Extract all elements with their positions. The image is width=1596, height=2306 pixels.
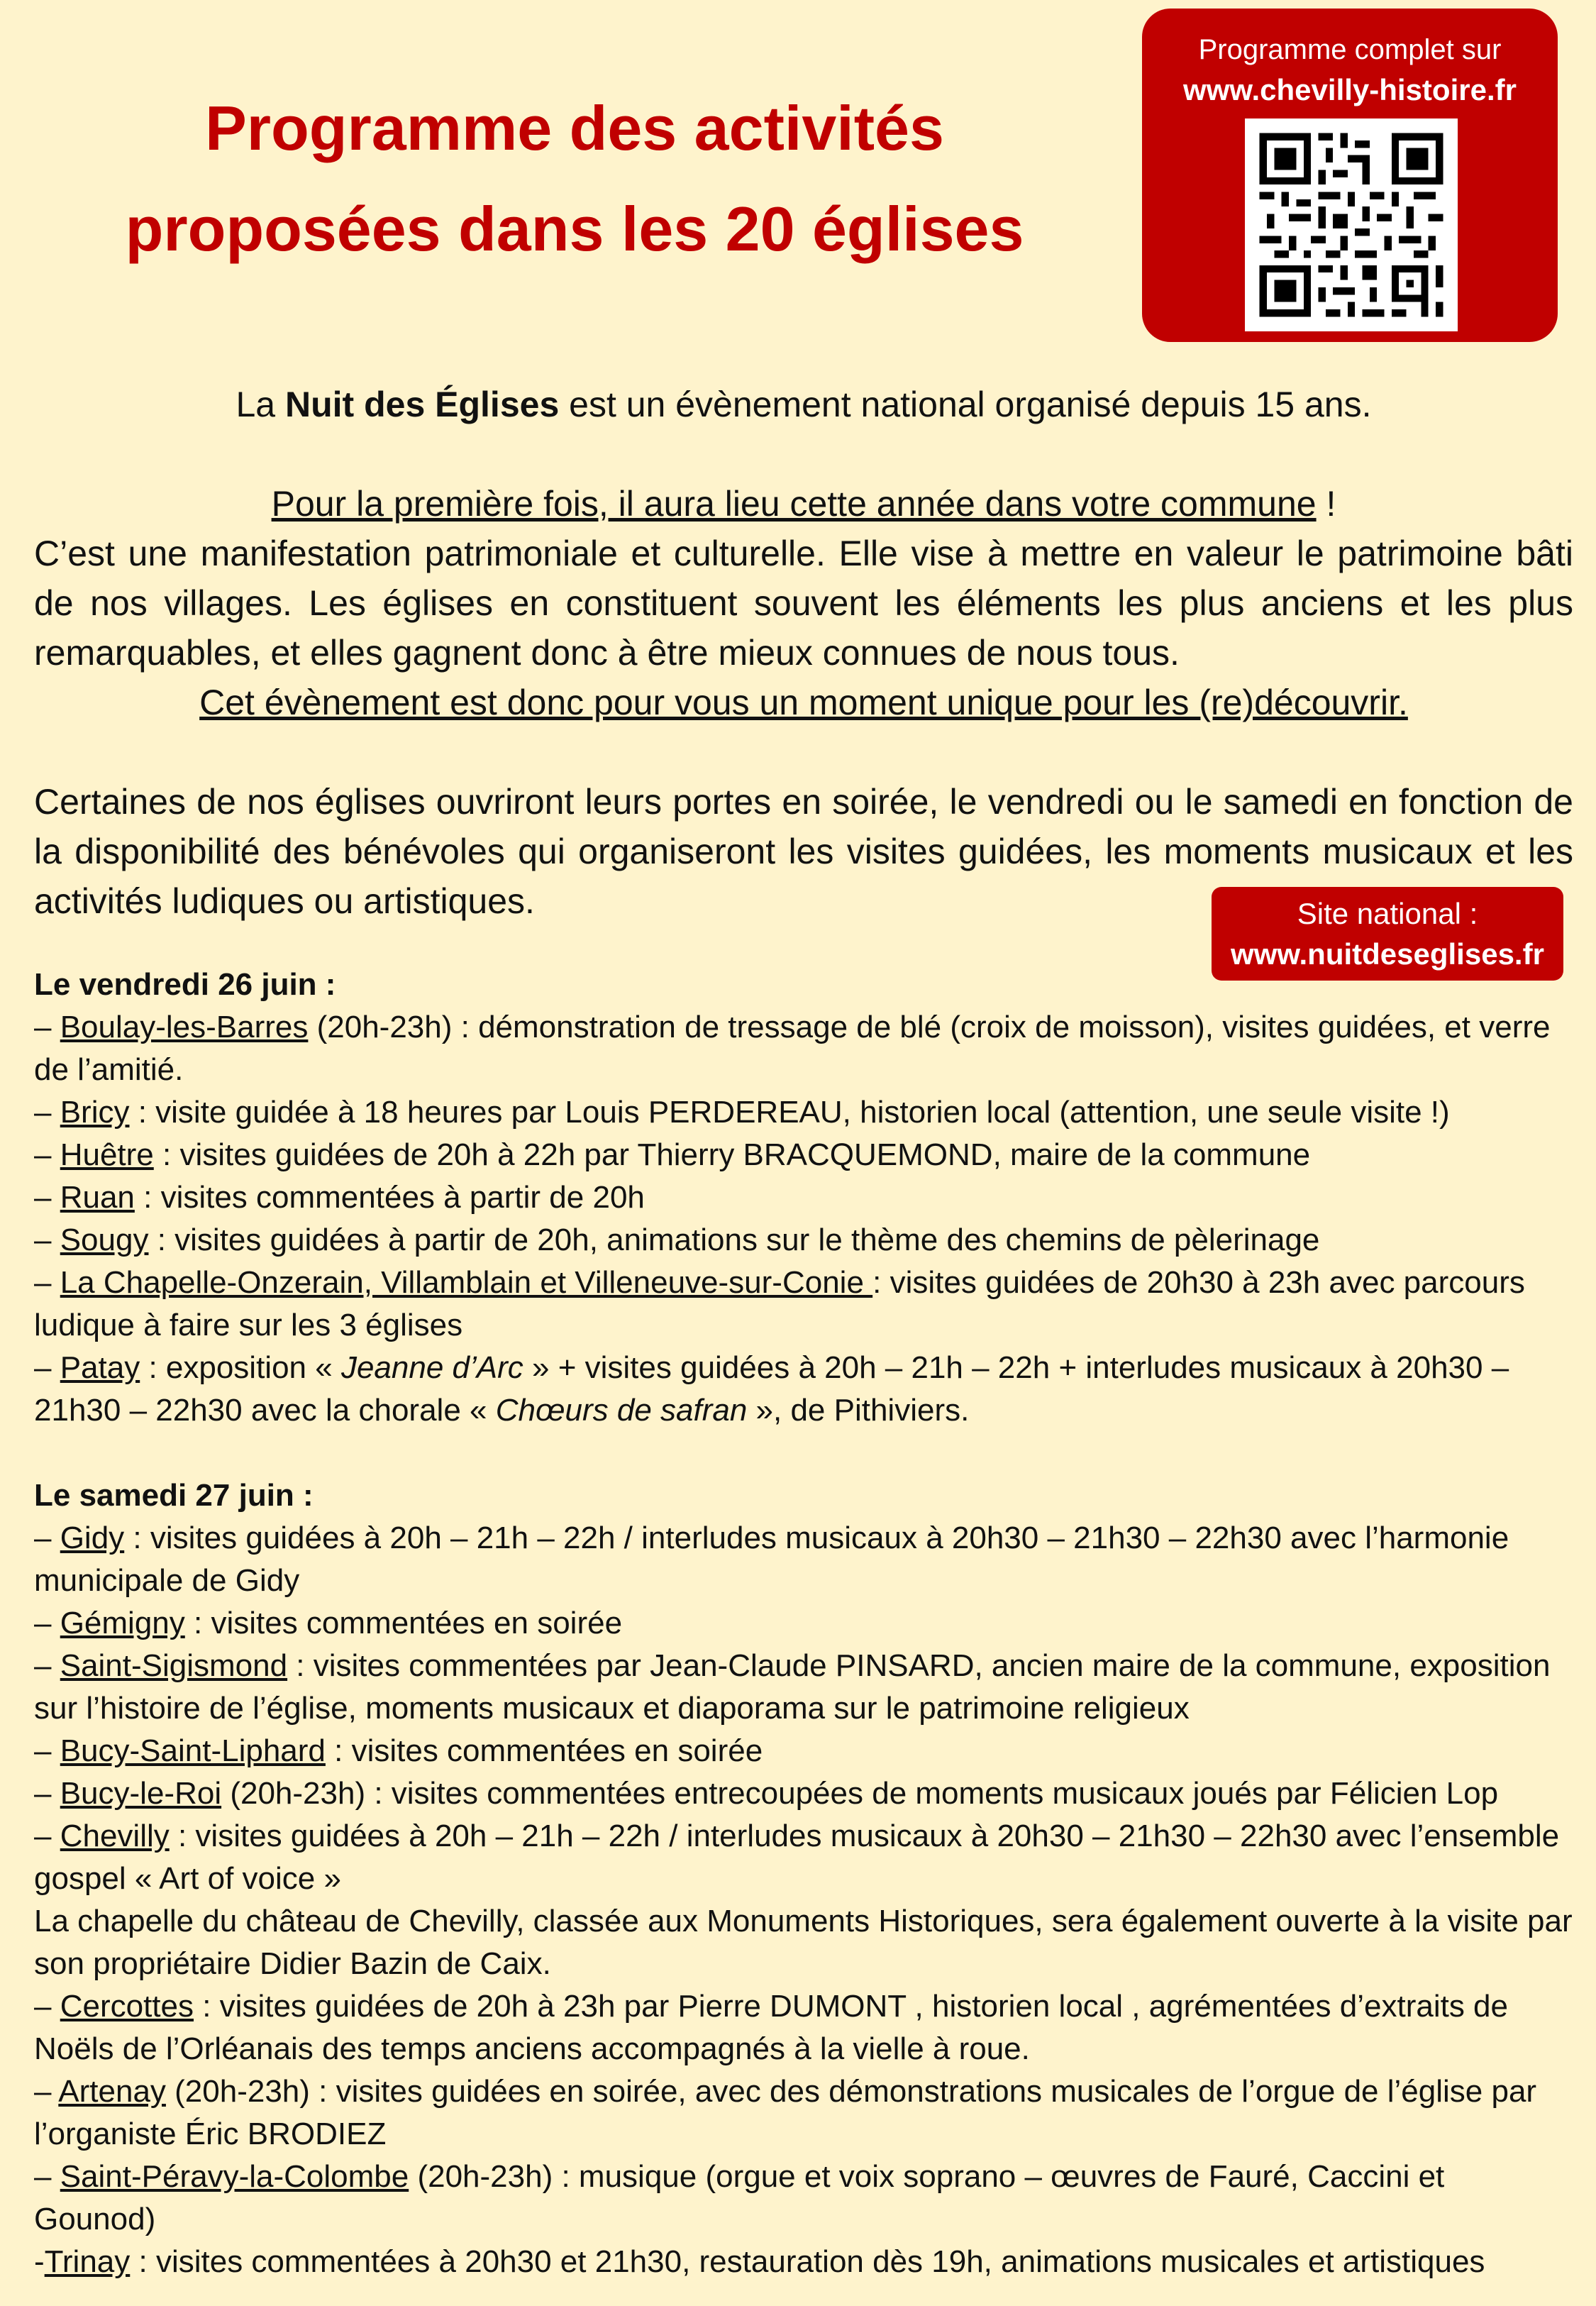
place-name: Artenay (58, 2074, 166, 2109)
place-name: Saint-Sigismond (60, 1648, 288, 1683)
intro-section (34, 380, 1573, 926)
place-name: Saint-Péravy-la-Colombe (60, 2159, 409, 2194)
place-name: Cercottes (60, 1989, 194, 2024)
list-item: – Saint-Péravy-la-Colombe (20h-23h) : musique (orgue et voix soprano – œuvres de Fauré, Caccini et Gounod) (34, 2159, 1445, 2236)
place-name: La Chapelle-Onzerain, Villamblain et Villeneuve-sur-Conie (60, 1265, 873, 1300)
title-line-2: proposées dans les 20 églises (125, 194, 1024, 264)
list-item: – La Chapelle-Onzerain, Villamblain et Villeneuve-sur-Conie : visites guidées de 20h30 à 23h avec parcours ludique à faire sur les 3 églises (34, 1265, 1525, 1342)
program-link-url[interactable]: www.chevilly-histoire.fr (1183, 73, 1517, 106)
place-name: Huêtre (60, 1137, 154, 1172)
national-site-label: Site national : (1297, 897, 1478, 930)
qr-code-icon[interactable] (1245, 118, 1458, 331)
place-name: Sougy (60, 1223, 149, 1257)
place-name: Gémigny (60, 1606, 185, 1640)
place-name: Gidy (60, 1521, 125, 1555)
list-item: – Artenay (20h-23h) : visites guidées en soirée, avec des démonstrations musicales de l’orgue de l’église par l’organiste Éric BRODIEZ (34, 2074, 1537, 2151)
intro-paragraph-1: La Nuit des Églises est un évènement national organisé depuis 15 ans. (235, 385, 1372, 424)
list-item: – Ruan : visites commentées à partir de 20h (34, 1180, 645, 1215)
list-item: – Saint-Sigismond : visites commentées par Jean-Claude PINSARD, ancien maire de la commune, exposition sur l’histoire de l’église, moments musicaux et diaporama sur le patrimoine religieux (34, 1648, 1551, 1726)
list-item: – Bricy : visite guidée à 18 heures par Louis PERDEREAU, historien local (attention, une seule visite !) (34, 1095, 1450, 1130)
place-name: Ruan (60, 1180, 135, 1215)
list-item: – Bucy-Saint-Liphard : visites commentées en soirée (34, 1733, 763, 1768)
intro-paragraph-2: Pour la première fois, il aura lieu cette année dans votre commune ! (271, 484, 1336, 524)
place-name: Chevilly (60, 1819, 170, 1853)
list-item: – Patay : exposition « Jeanne d’Arc » + visites guidées à 20h – 21h – 22h + interludes musicaux à 20h30 – 21h30 – 22h30 avec la chorale « Chœurs de safran », de Pithiviers. (34, 1350, 1509, 1428)
list-item: – Sougy : visites guidées à partir de 20h, animations sur le thème des chemins de pèlerinage (34, 1223, 1320, 1257)
list-item: – Bucy-le-Roi (20h-23h) : visites commentées entrecoupées de moments musicaux joués par Félicien Lop (34, 1776, 1499, 1811)
chapel-note: La chapelle du château de Chevilly, classée aux Monuments Historiques, sera également ouverte à la visite par son propriétaire Didier Bazin de Caix. (34, 1904, 1573, 1981)
list-item: – Cercottes : visites guidées de 20h à 23h par Pierre DUMONT , historien local , agrémentées d’extraits de Noëls de l’Orléanais des temps anciens accompagnés à la vielle à roue. (34, 1989, 1508, 2066)
saturday-heading: Le samedi 27 juin : (34, 1478, 314, 1513)
place-name: Bucy-Saint-Liphard (60, 1733, 326, 1768)
saturday-list (34, 1517, 1573, 1900)
events-section (34, 964, 1573, 2283)
intro-paragraph-5: Certaines de nos églises ouvriront leurs portes en soirée, le vendredi ou le samedi en fonction de la disponibilité des bénévoles qui organiseront les visites guidées, les moments musicaux et les activités ludiques ou artistiques. (34, 782, 1573, 921)
friday-list (34, 1006, 1573, 1347)
event-name: Nuit des Églises (285, 385, 560, 424)
list-item: – Gémigny : visites commentées en soirée (34, 1606, 623, 1640)
place-name: Bucy-le-Roi (60, 1776, 222, 1811)
list-item: – Boulay-les-Barres (20h-23h) : démonstration de tressage de blé (croix de moisson), visites guidées, et verre de l’amitié. (34, 1010, 1551, 1087)
place-name: Trinay (44, 2244, 131, 2279)
place-name: Boulay-les-Barres (60, 1010, 309, 1044)
list-item: -Trinay : visites commentées à 20h30 et 21h30, restauration dès 19h, animations musicales et artistiques (34, 2244, 1485, 2279)
intro-paragraph-4: Cet évènement est donc pour vous un moment unique pour les (re)découvrir. (199, 683, 1408, 722)
place-name: Patay (60, 1350, 140, 1385)
place-name: Bricy (60, 1095, 130, 1130)
saturday-list-2 (34, 1985, 1573, 2283)
program-link-box[interactable] (1142, 9, 1558, 342)
list-item: – Huêtre : visites guidées de 20h à 22h par Thierry BRACQUEMOND, maire de la commune (34, 1137, 1311, 1172)
program-link-label: Programme complet sur (1198, 34, 1502, 65)
list-item: – Chevilly : visites guidées à 20h – 21h – 22h / interludes musicaux à 20h30 – 21h30 – 22h30 avec l’ensemble gospel « Art of voice » (34, 1819, 1560, 1896)
title-line-1: Programme des activités (205, 93, 944, 163)
friday-heading: Le vendredi 26 juin : (34, 967, 336, 1002)
page-title (28, 78, 1121, 280)
intro-paragraph-3: C’est une manifestation patrimoniale et culturelle. Elle vise à mettre en valeur le patrimoine bâti de nos villages. Les églises en constituent souvent les éléments les plus anciens et les plus remarquables, et elles gagnent donc à être mieux connues de nous tous. (34, 534, 1573, 673)
national-site-url[interactable]: www.nuitdeseglises.fr (1231, 937, 1544, 971)
list-item: – Gidy : visites guidées à 20h – 21h – 22h / interludes musicaux à 20h30 – 21h30 – 22h30 avec l’harmonie municipale de Gidy (34, 1521, 1509, 1598)
